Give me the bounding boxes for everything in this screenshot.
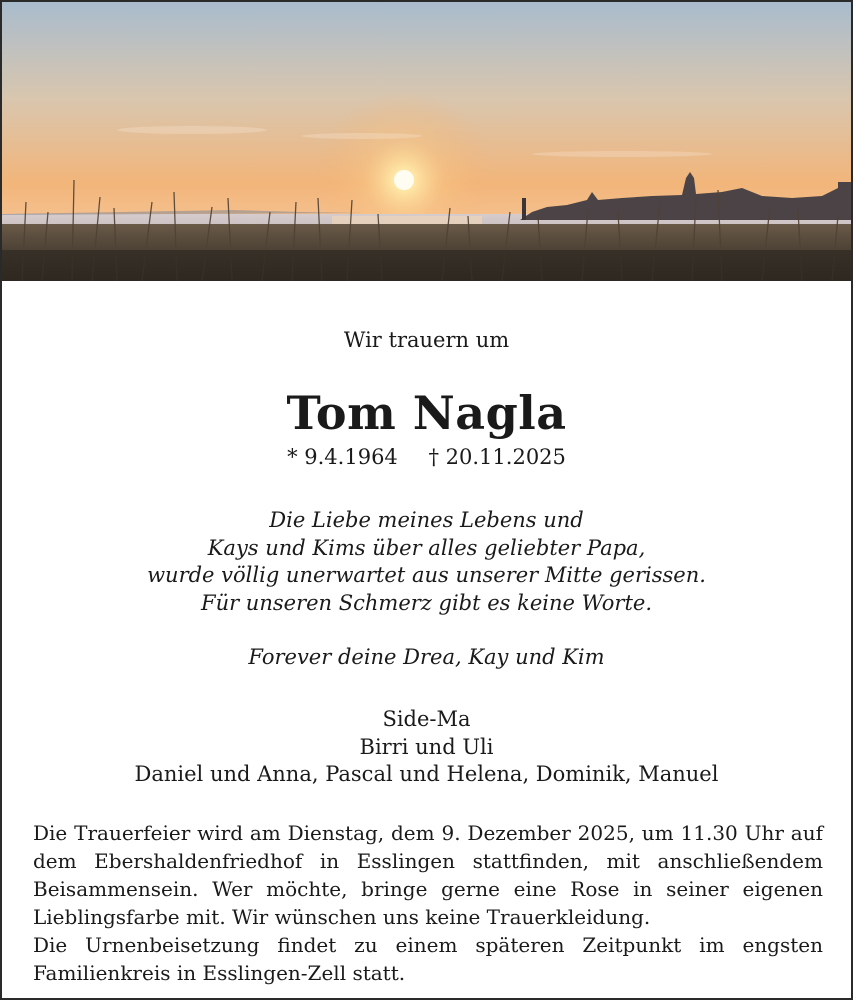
signature: Forever deine Drea, Kay und Kim (248, 645, 605, 669)
life-dates (2, 445, 851, 469)
burial-paragraph: Die Urnenbeisetzung findet zu einem späteren Zeitpunkt im engsten Familienkreis in Esslingen-Zell statt. (33, 933, 823, 985)
funeral-notice (33, 819, 823, 987)
poem (2, 507, 851, 617)
poem-line: Für unseren Schmerz gibt es keine Worte. (201, 590, 652, 615)
sunset-lake-photo (2, 2, 851, 281)
funeral-service-paragraph: Die Trauerfeier wird am Dienstag, dem 9. Dezember 2025, um 11.30 Uhr auf dem Ebershaldenfriedhof in Esslingen stattfinden, mit anschließendem Beisammensein. Wer möchte, bringe gerne eine Rose in seiner eigenen Lieblingsfarbe mit. Wir wünschen uns keine Trauerkleidung. (33, 821, 823, 929)
family-line: Side-Ma (382, 707, 471, 731)
poem-line: Kays und Kims über alles geliebter Papa, (207, 535, 646, 560)
death-date: † 20.11.2025 (428, 445, 566, 469)
family-list (2, 706, 851, 789)
birth-date: * 9.4.1964 (287, 445, 398, 469)
intro-line: Wir trauern um (343, 328, 510, 352)
poem-line: Die Liebe meines Lebens und (269, 508, 584, 532)
poem-line: wurde völlig unerwartet aus unserer Mitte gerissen. (147, 563, 706, 587)
family-line: Birri und Uli (359, 734, 494, 759)
deceased-name: Tom Nagla (286, 386, 567, 440)
family-line: Daniel und Anna, Pascal und Helena, Dominik, Manuel (134, 762, 719, 786)
